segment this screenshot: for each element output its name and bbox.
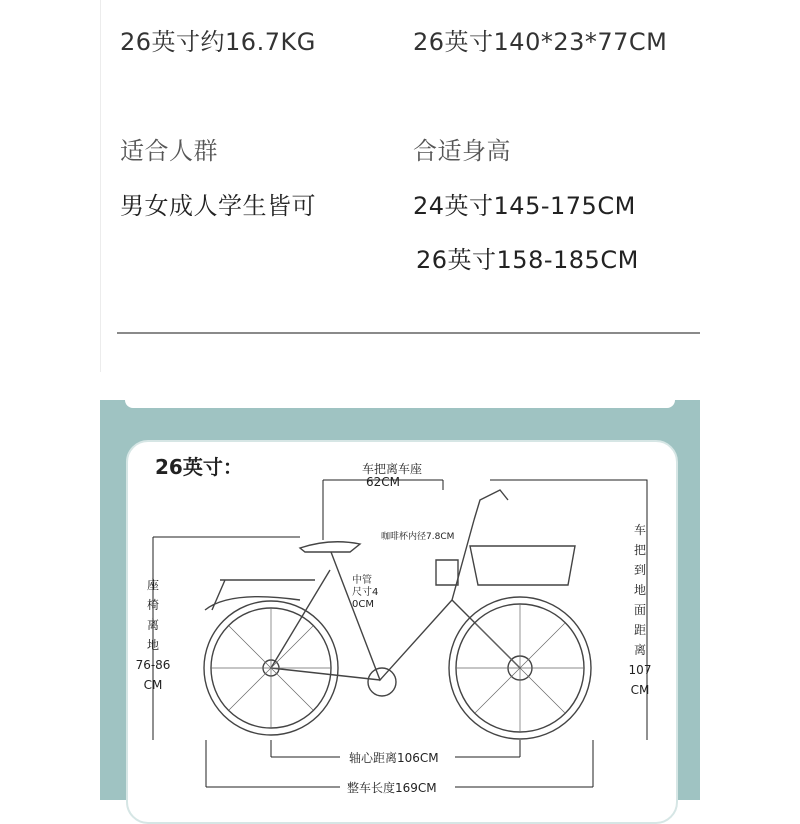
seat-to-ground-text: 座椅离地 — [146, 578, 159, 652]
height-label: 合适身高 — [413, 137, 511, 165]
height-26-value: 26英寸158-185CM — [416, 246, 639, 274]
middle-tube-label: 中管尺寸40CM — [352, 575, 379, 610]
seat-to-ground-label — [133, 575, 173, 695]
height-24-value: 24英寸145-175CM — [413, 192, 636, 220]
crowd-label: 适合人群 — [120, 137, 218, 165]
handle-to-ground-label — [620, 520, 660, 700]
handle-to-seat-label: 车把离车座 — [362, 462, 423, 476]
handle-to-seat-value: 62CM — [366, 475, 401, 489]
total-length-label: 整车长度169CM — [347, 781, 437, 795]
handle-to-ground-text: 车把到地面距离 — [633, 523, 646, 657]
cup-inner-diameter: 咖啡杯内径7.8CM — [381, 532, 455, 542]
package-size-spec: 26英寸140*23*77CM — [413, 28, 668, 56]
diagram-title: 26英寸： — [155, 455, 243, 479]
weight-spec: 26英寸约16.7KG — [120, 28, 316, 56]
seat-to-ground-value: 76-86CM — [135, 658, 171, 692]
wheelbase-label: 轴心距离106CM — [349, 751, 439, 765]
handle-to-ground-value: 107CM — [628, 663, 652, 697]
crowd-value: 男女成人学生皆可 — [120, 192, 316, 220]
